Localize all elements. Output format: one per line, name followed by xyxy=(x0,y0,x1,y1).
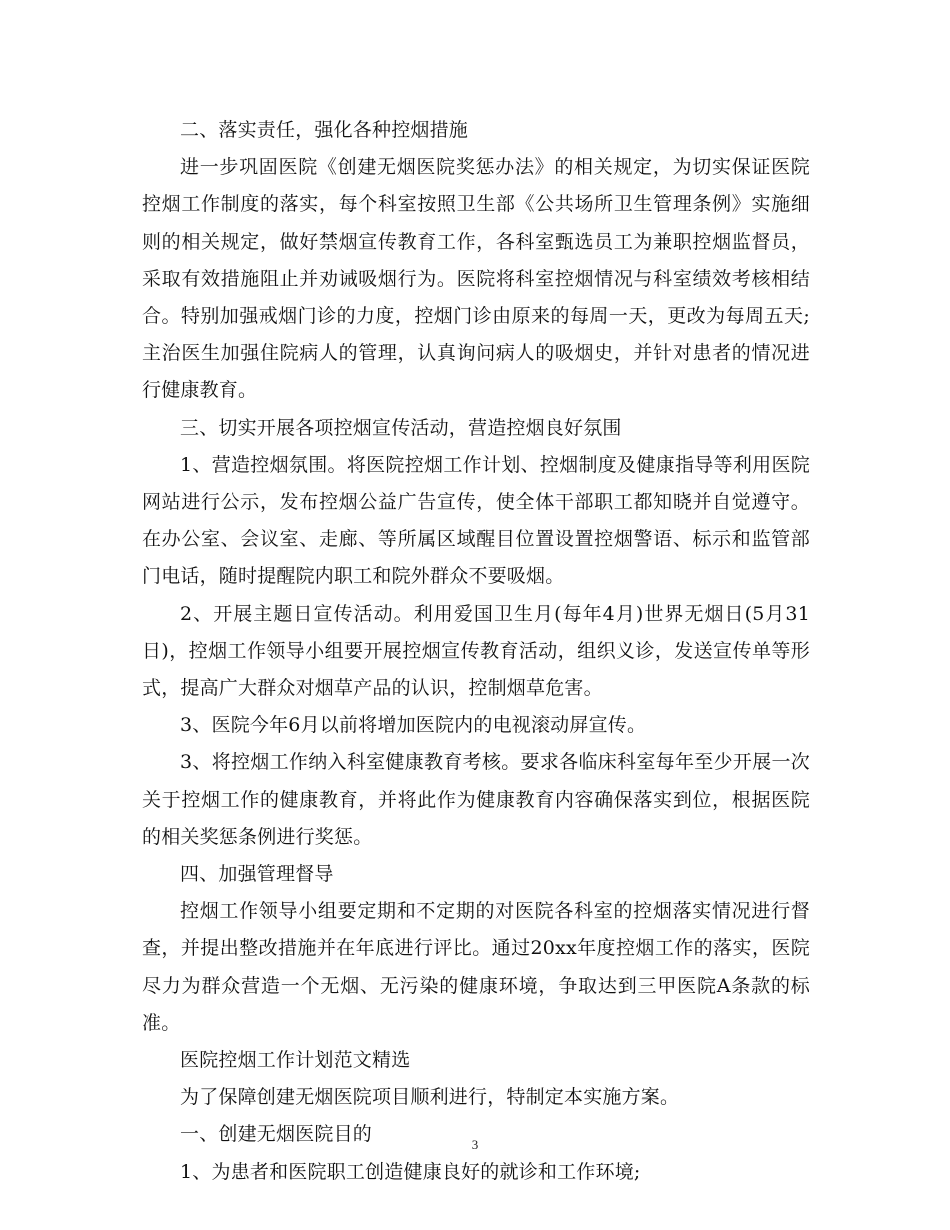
section-heading-3: 三、切实开展各项控烟宣传活动，营造控烟良好氛围 xyxy=(180,416,622,439)
section-heading-2: 二、落实责任，强化各种控烟措施 xyxy=(180,119,469,141)
paragraph: 1、营造控烟氛围。将医院控烟工作计划、控烟制度及健康指导等利用医院网站进行公示，发布控烟公益广告宣传，使全体干部职工都知晓并自觉遵守。在办公室、会议室、走廊、等所属区域醒目位置设置控烟警语、标示和监管部门电话，随时提醒院内职工和院外群众不要吸烟。 xyxy=(142,453,810,588)
paragraph: 2、开展主题日宣传活动。利用爱国卫生月(每年4月)世界无烟日(5月31日)，控烟工作领导小组要开展控烟宣传教育活动，组织义诊，发送宣传单等形式，提高广大群众对烟草产品的认识，控制烟草危害。 xyxy=(142,602,810,700)
section-heading-4: 四、加强管理督导 xyxy=(180,863,334,886)
section-heading-1: 一、创建无烟医院目的 xyxy=(180,1123,373,1146)
paragraph: 3、将控烟工作纳入科室健康教育考核。要求各临床科室每年至少开展一次关于控烟工作的健康教育，并将此作为健康教育内容确保落实到位，根据医院的相关奖惩条例进行奖惩。 xyxy=(142,751,810,848)
paragraph: 为了保障创建无烟医院项目顺利进行，特制定本实施方案。 xyxy=(180,1086,680,1109)
paragraph: 控烟工作领导小组要定期和不定期的对医院各科室的控烟落实情况进行督查，并提出整改措施并在年底进行评比。通过20xx年度控烟工作的落实，医院尽力为群众营造一个无烟、无污染的健康环境，争取达到三甲医院A条款的标准。 xyxy=(142,900,810,1034)
article-title: 医院控烟工作计划范文精选 xyxy=(180,1049,411,1072)
page-number: 3 xyxy=(471,1137,479,1152)
paragraph: 进一步巩固医院《创建无烟医院奖惩办法》的相关规定，为切实保证医院控烟工作制度的落实，每个科室按照卫生部《公共场所卫生管理条例》实施细则的相关规定，做好禁烟宣传教育工作，各科室甄选员工为兼职控烟监督员，采取有效措施阻止并劝诫吸烟行为。医院将科室控烟情况与科室绩效考核相结合。特别加强戒烟门诊的力度，控烟门诊由原来的每周一天，更改为每周五天;主治医生加强住院病人的管理，认真询问病人的吸烟史，并针对患者的情况进行健康教育。 xyxy=(142,156,810,402)
document-body xyxy=(142,112,810,1191)
paragraph: 3、医院今年6月以前将增加医院内的电视滚动屏宣传。 xyxy=(180,714,647,737)
paragraph: 1、为患者和医院职工创造健康良好的就诊和工作环境; xyxy=(180,1160,641,1183)
